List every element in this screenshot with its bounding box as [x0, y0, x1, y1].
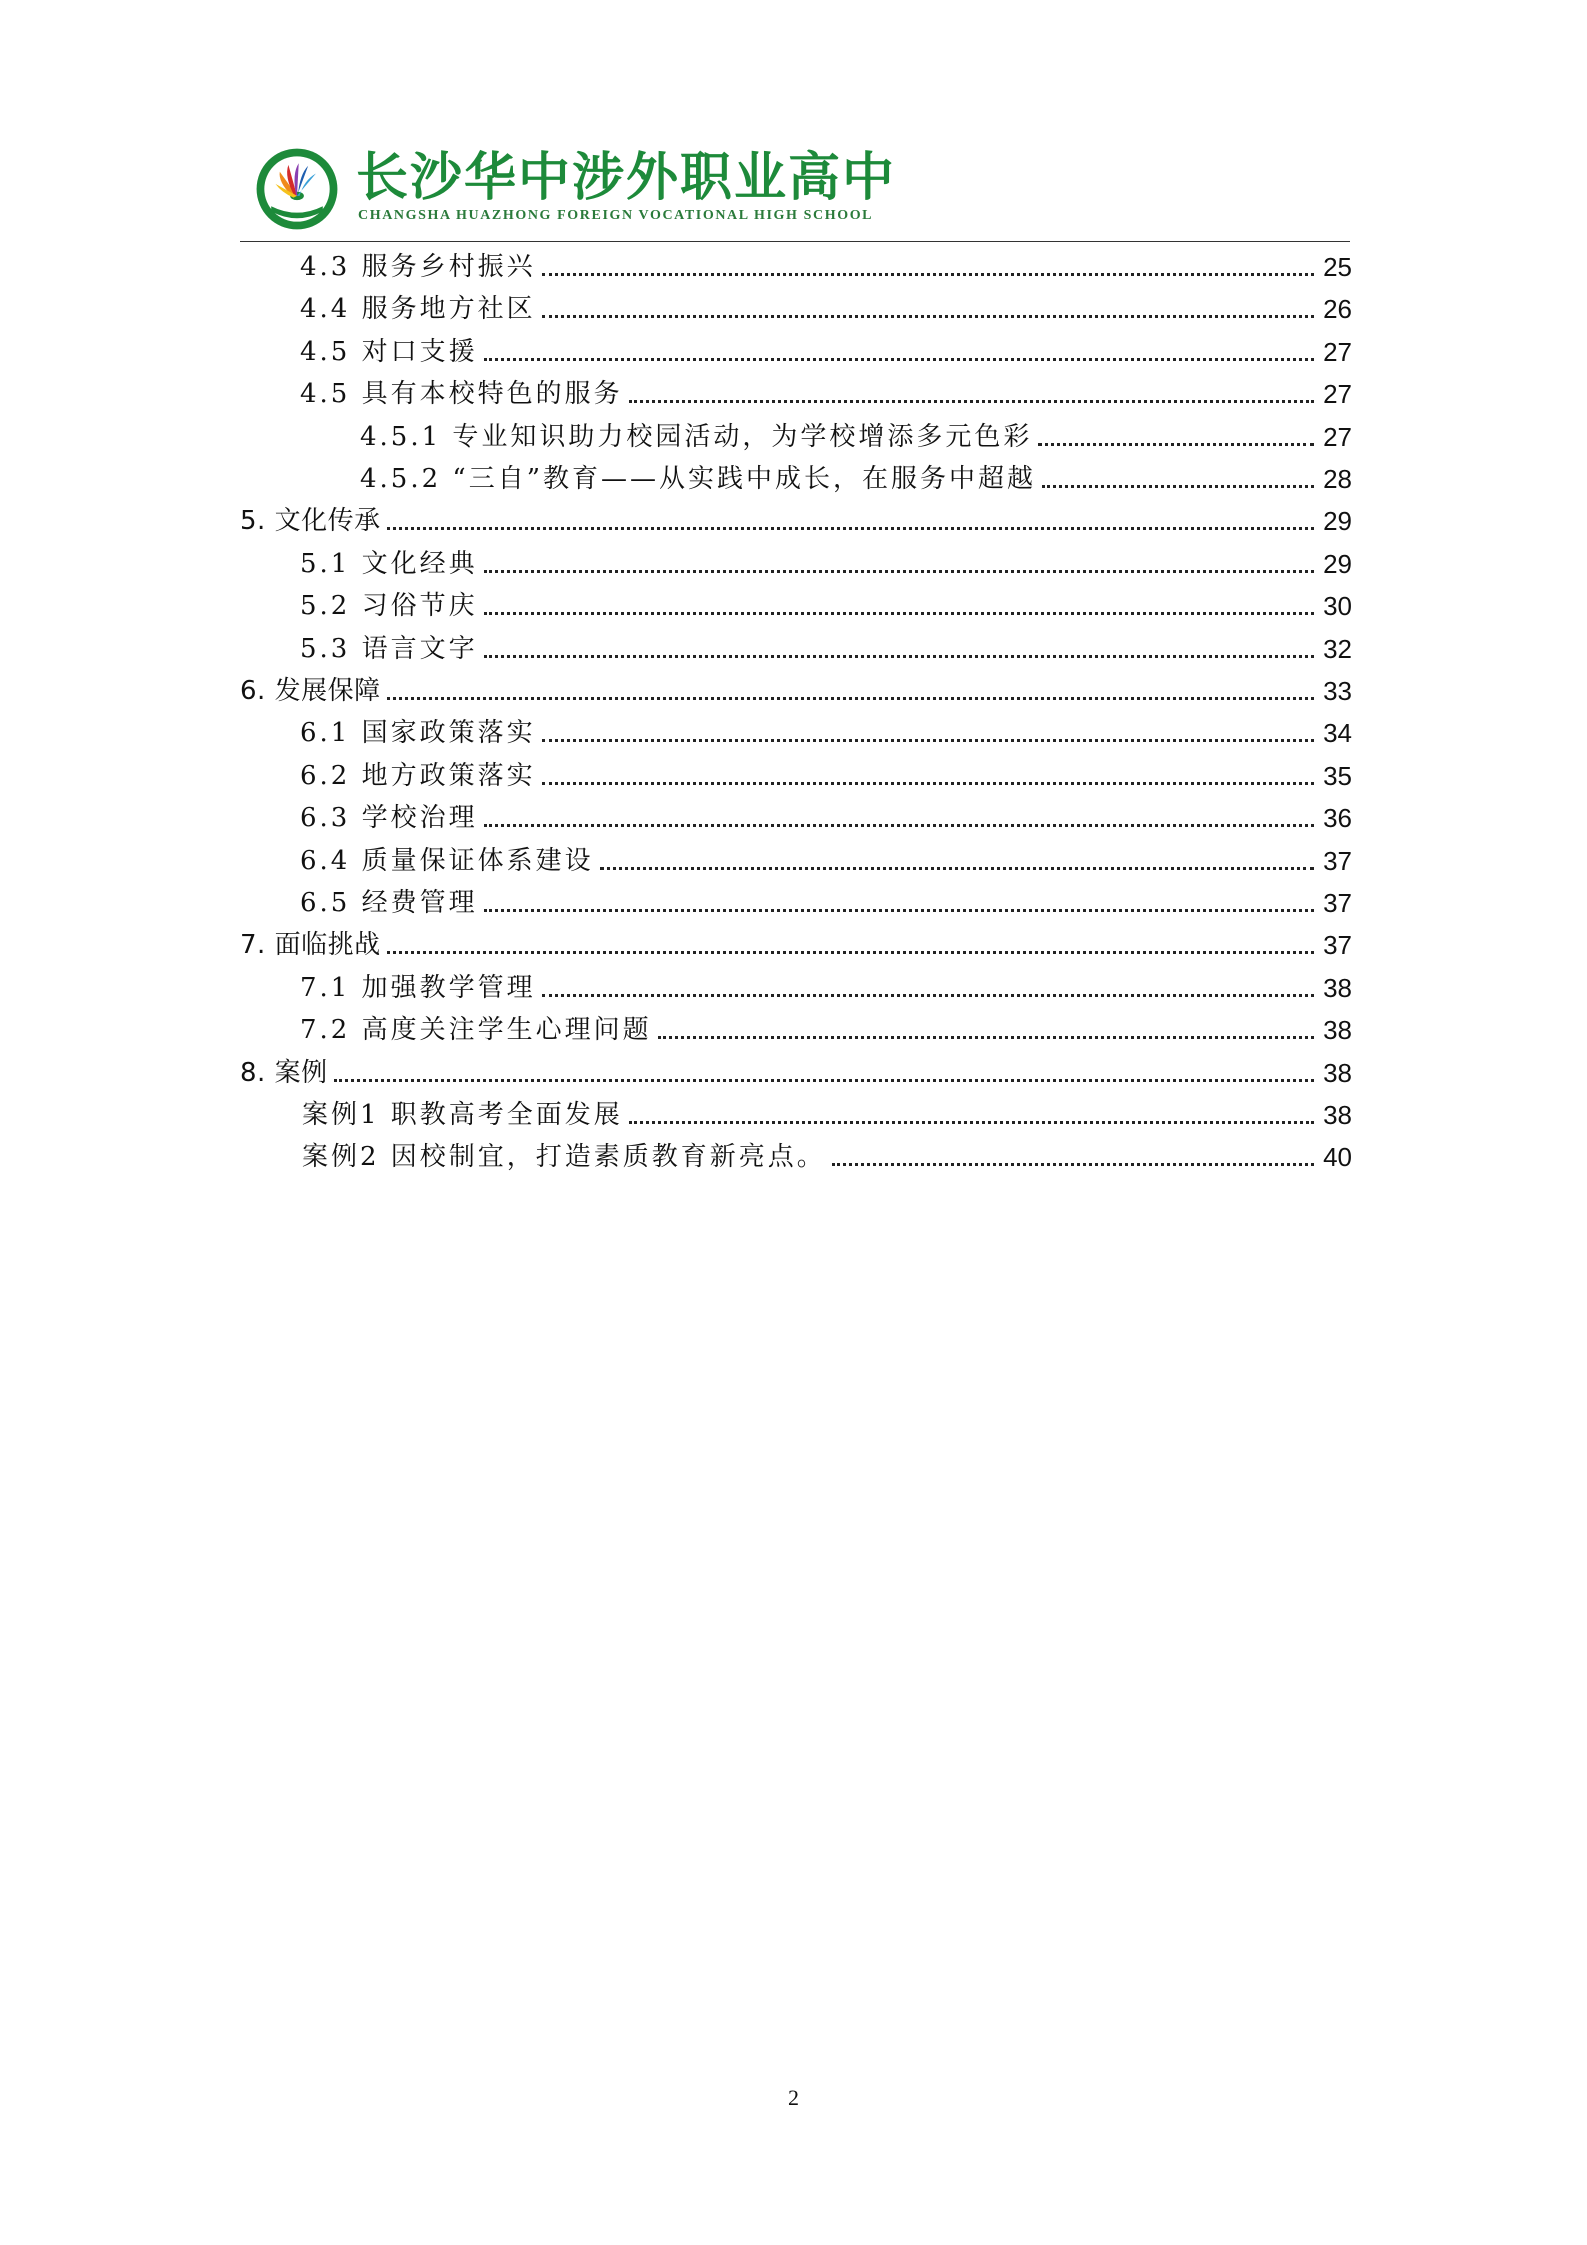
toc-entry-label: 6.3 学校治理 — [300, 803, 478, 834]
toc-dot-leader — [334, 1079, 1314, 1082]
toc-dot-leader — [542, 994, 1314, 997]
toc-entry-label: 7.2 高度关注学生心理问题 — [300, 1015, 652, 1046]
toc-dot-leader — [484, 612, 1314, 615]
toc-entry-page: 25 — [1323, 252, 1352, 282]
school-emblem-icon — [254, 146, 340, 232]
toc-dot-leader — [542, 739, 1314, 742]
header-divider — [240, 241, 1350, 242]
toc-entry[interactable] — [300, 1008, 1352, 1048]
school-name-cn: 长沙华中涉外职业高中 — [356, 148, 897, 208]
toc-dot-leader — [484, 909, 1314, 912]
toc-entry[interactable] — [300, 711, 1352, 751]
toc-dot-leader — [484, 824, 1314, 827]
toc-entry-page: 35 — [1323, 760, 1352, 791]
toc-entry-page: 34 — [1323, 718, 1352, 749]
toc-entry-label: 4.5 对口支援 — [300, 336, 478, 367]
school-logo — [250, 144, 897, 234]
toc-entry-page: 27 — [1323, 336, 1352, 367]
toc-dot-leader — [542, 273, 1314, 276]
toc-dot-leader — [658, 1036, 1314, 1039]
toc-dot-leader — [484, 570, 1314, 573]
toc-entry-label: 4.3 服务乡村振兴 — [300, 252, 536, 282]
toc-entry-label: 6. 发展保障 — [240, 676, 381, 706]
toc-entry[interactable] — [300, 330, 1352, 370]
toc-entry[interactable] — [360, 457, 1352, 497]
toc-entry[interactable] — [300, 287, 1352, 327]
toc-entry-page: 32 — [1323, 633, 1352, 664]
toc-dot-leader — [629, 1121, 1314, 1124]
toc-entry-page: 27 — [1323, 421, 1352, 452]
toc-entry[interactable] — [300, 627, 1352, 667]
toc-entry[interactable] — [360, 415, 1352, 455]
toc-entry-page: 29 — [1323, 506, 1352, 537]
toc-entry-page: 29 — [1323, 548, 1352, 579]
toc-dot-leader — [387, 697, 1314, 700]
toc-entry-label: 7.1 加强教学管理 — [300, 972, 536, 1003]
toc-entry[interactable] — [302, 1093, 1352, 1133]
toc-entry-label: 5. 文化传承 — [240, 506, 381, 537]
toc-entry[interactable] — [240, 923, 1352, 963]
toc-entry-label: 4.5 具有本校特色的服务 — [300, 379, 623, 410]
toc-entry-label: 4.5.1 专业知识助力校园活动，为学校增添多元色彩 — [360, 421, 1033, 452]
toc-entry-page: 36 — [1323, 803, 1352, 834]
toc-entry-page: 38 — [1323, 1057, 1352, 1088]
toc-entry[interactable] — [300, 245, 1352, 285]
toc-entry[interactable] — [300, 754, 1352, 794]
toc-dot-leader — [484, 358, 1314, 361]
toc-dot-leader — [484, 655, 1314, 658]
toc-entry-page: 37 — [1323, 930, 1352, 961]
toc-entry-page: 33 — [1323, 676, 1352, 706]
toc-entry-label: 5.2 习俗节庆 — [300, 591, 478, 622]
toc-entry[interactable] — [300, 881, 1352, 921]
toc-entry-page: 40 — [1323, 1142, 1352, 1173]
toc-entry-page: 27 — [1323, 379, 1352, 410]
toc-entry-label: 6.4 质量保证体系建设 — [300, 845, 594, 876]
toc-entry-label: 6.1 国家政策落实 — [300, 718, 536, 749]
toc-entry-label: 4.4 服务地方社区 — [300, 294, 536, 325]
toc-dot-leader — [387, 951, 1314, 954]
toc-entry[interactable] — [240, 669, 1352, 709]
toc-entry-label: 7. 面临挑战 — [240, 930, 381, 961]
toc-entry[interactable] — [240, 1051, 1352, 1091]
toc-entry-page: 38 — [1323, 1015, 1352, 1046]
toc-entry[interactable] — [300, 839, 1352, 879]
toc-dot-leader — [542, 782, 1314, 785]
toc-entry-page: 38 — [1323, 1100, 1352, 1130]
toc-entry-label: 6.2 地方政策落实 — [300, 760, 536, 791]
toc-dot-leader — [1042, 485, 1314, 488]
toc-entry[interactable] — [300, 372, 1352, 412]
toc-entry-page: 37 — [1323, 888, 1352, 918]
toc-entry[interactable] — [300, 966, 1352, 1006]
toc-entry-page: 37 — [1323, 845, 1352, 876]
toc-entry-label: 4.5.2 “三自”教育——从实践中成长，在服务中超越 — [360, 464, 1037, 494]
toc-dot-leader — [629, 400, 1314, 403]
toc-entry-label: 6.5 经费管理 — [300, 888, 478, 918]
toc-dot-leader — [542, 315, 1314, 318]
toc-entry[interactable] — [302, 1135, 1352, 1175]
toc-entry-label: 案例2 因校制宜，打造素质教育新亮点。 — [302, 1142, 826, 1173]
page-number: 2 — [788, 2085, 799, 2110]
school-name-en: CHANGSHA HUAZHONG FOREIGN VOCATIONAL HIGH SCHOOL — [358, 208, 874, 223]
toc-dot-leader — [600, 867, 1314, 870]
toc-entry-label: 8. 案例 — [240, 1057, 328, 1088]
toc-entry[interactable] — [240, 499, 1352, 539]
toc-entry[interactable] — [300, 796, 1352, 836]
toc-dot-leader — [832, 1163, 1314, 1166]
toc-entry[interactable] — [300, 542, 1352, 582]
toc-entry-label: 5.3 语言文字 — [300, 633, 478, 664]
toc-entry-label: 5.1 文化经典 — [300, 548, 478, 579]
toc-dot-leader — [387, 527, 1314, 530]
toc-entry-page: 30 — [1323, 591, 1352, 622]
toc-dot-leader — [1038, 443, 1314, 446]
toc-entry[interactable] — [300, 584, 1352, 624]
toc-entry-page: 28 — [1323, 464, 1352, 494]
toc-entry-page: 38 — [1323, 972, 1352, 1003]
toc-entry-page: 26 — [1323, 294, 1352, 325]
toc-entry-label: 案例1 职教高考全面发展 — [302, 1100, 623, 1130]
